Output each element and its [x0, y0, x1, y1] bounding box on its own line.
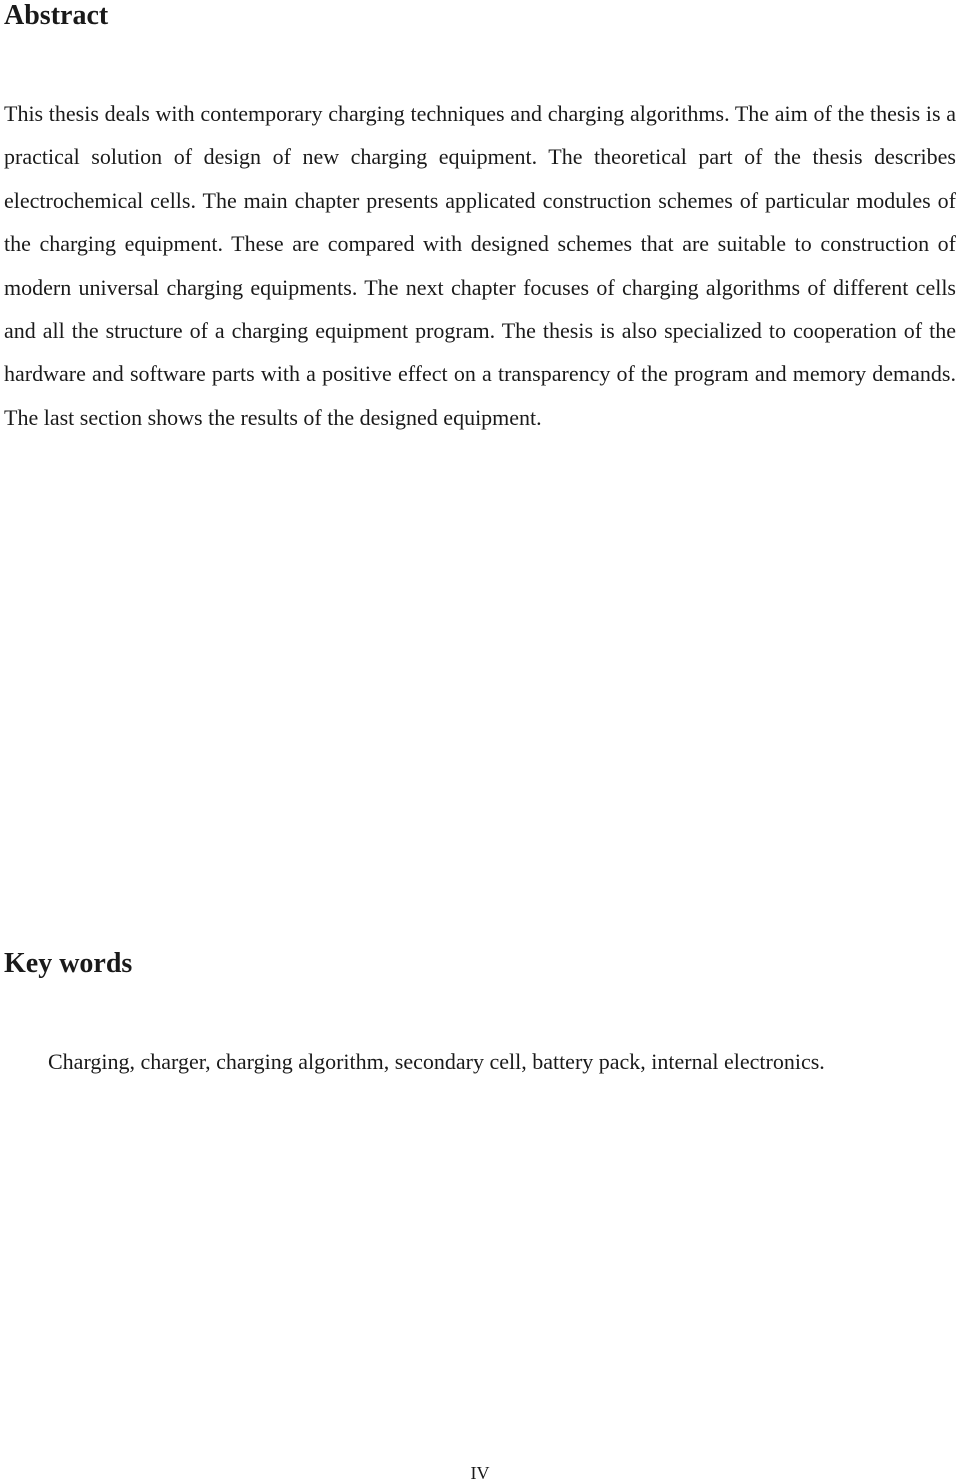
abstract-heading: Abstract — [4, 0, 109, 31]
keywords-heading: Key words — [4, 948, 133, 979]
abstract-paragraph: This thesis deals with contemporary charging techniques and charging algorithms. The aim of the thesis is a practical solution of design of new charging equipment. The theoretical part of the thesis describes electrochemical cells. The main chapter presents applicated construction schemes of particular modules of the charging equipment. These are compared with designed schemes that are suitable to construction of modern universal charging equipments. The next chapter focuses of charging algorithms of different cells and all the structure of a charging equipment program. The thesis is also specialized to cooperation of the hardware and software parts with a positive effect on a transparency of the program and memory demands. The last section shows the results of the designed equipment. — [4, 101, 956, 430]
page-number: IV — [470, 1463, 490, 1483]
keywords-paragraph: Charging, charger, charging algorithm, secondary cell, battery pack, internal electronics. — [48, 1049, 825, 1074]
